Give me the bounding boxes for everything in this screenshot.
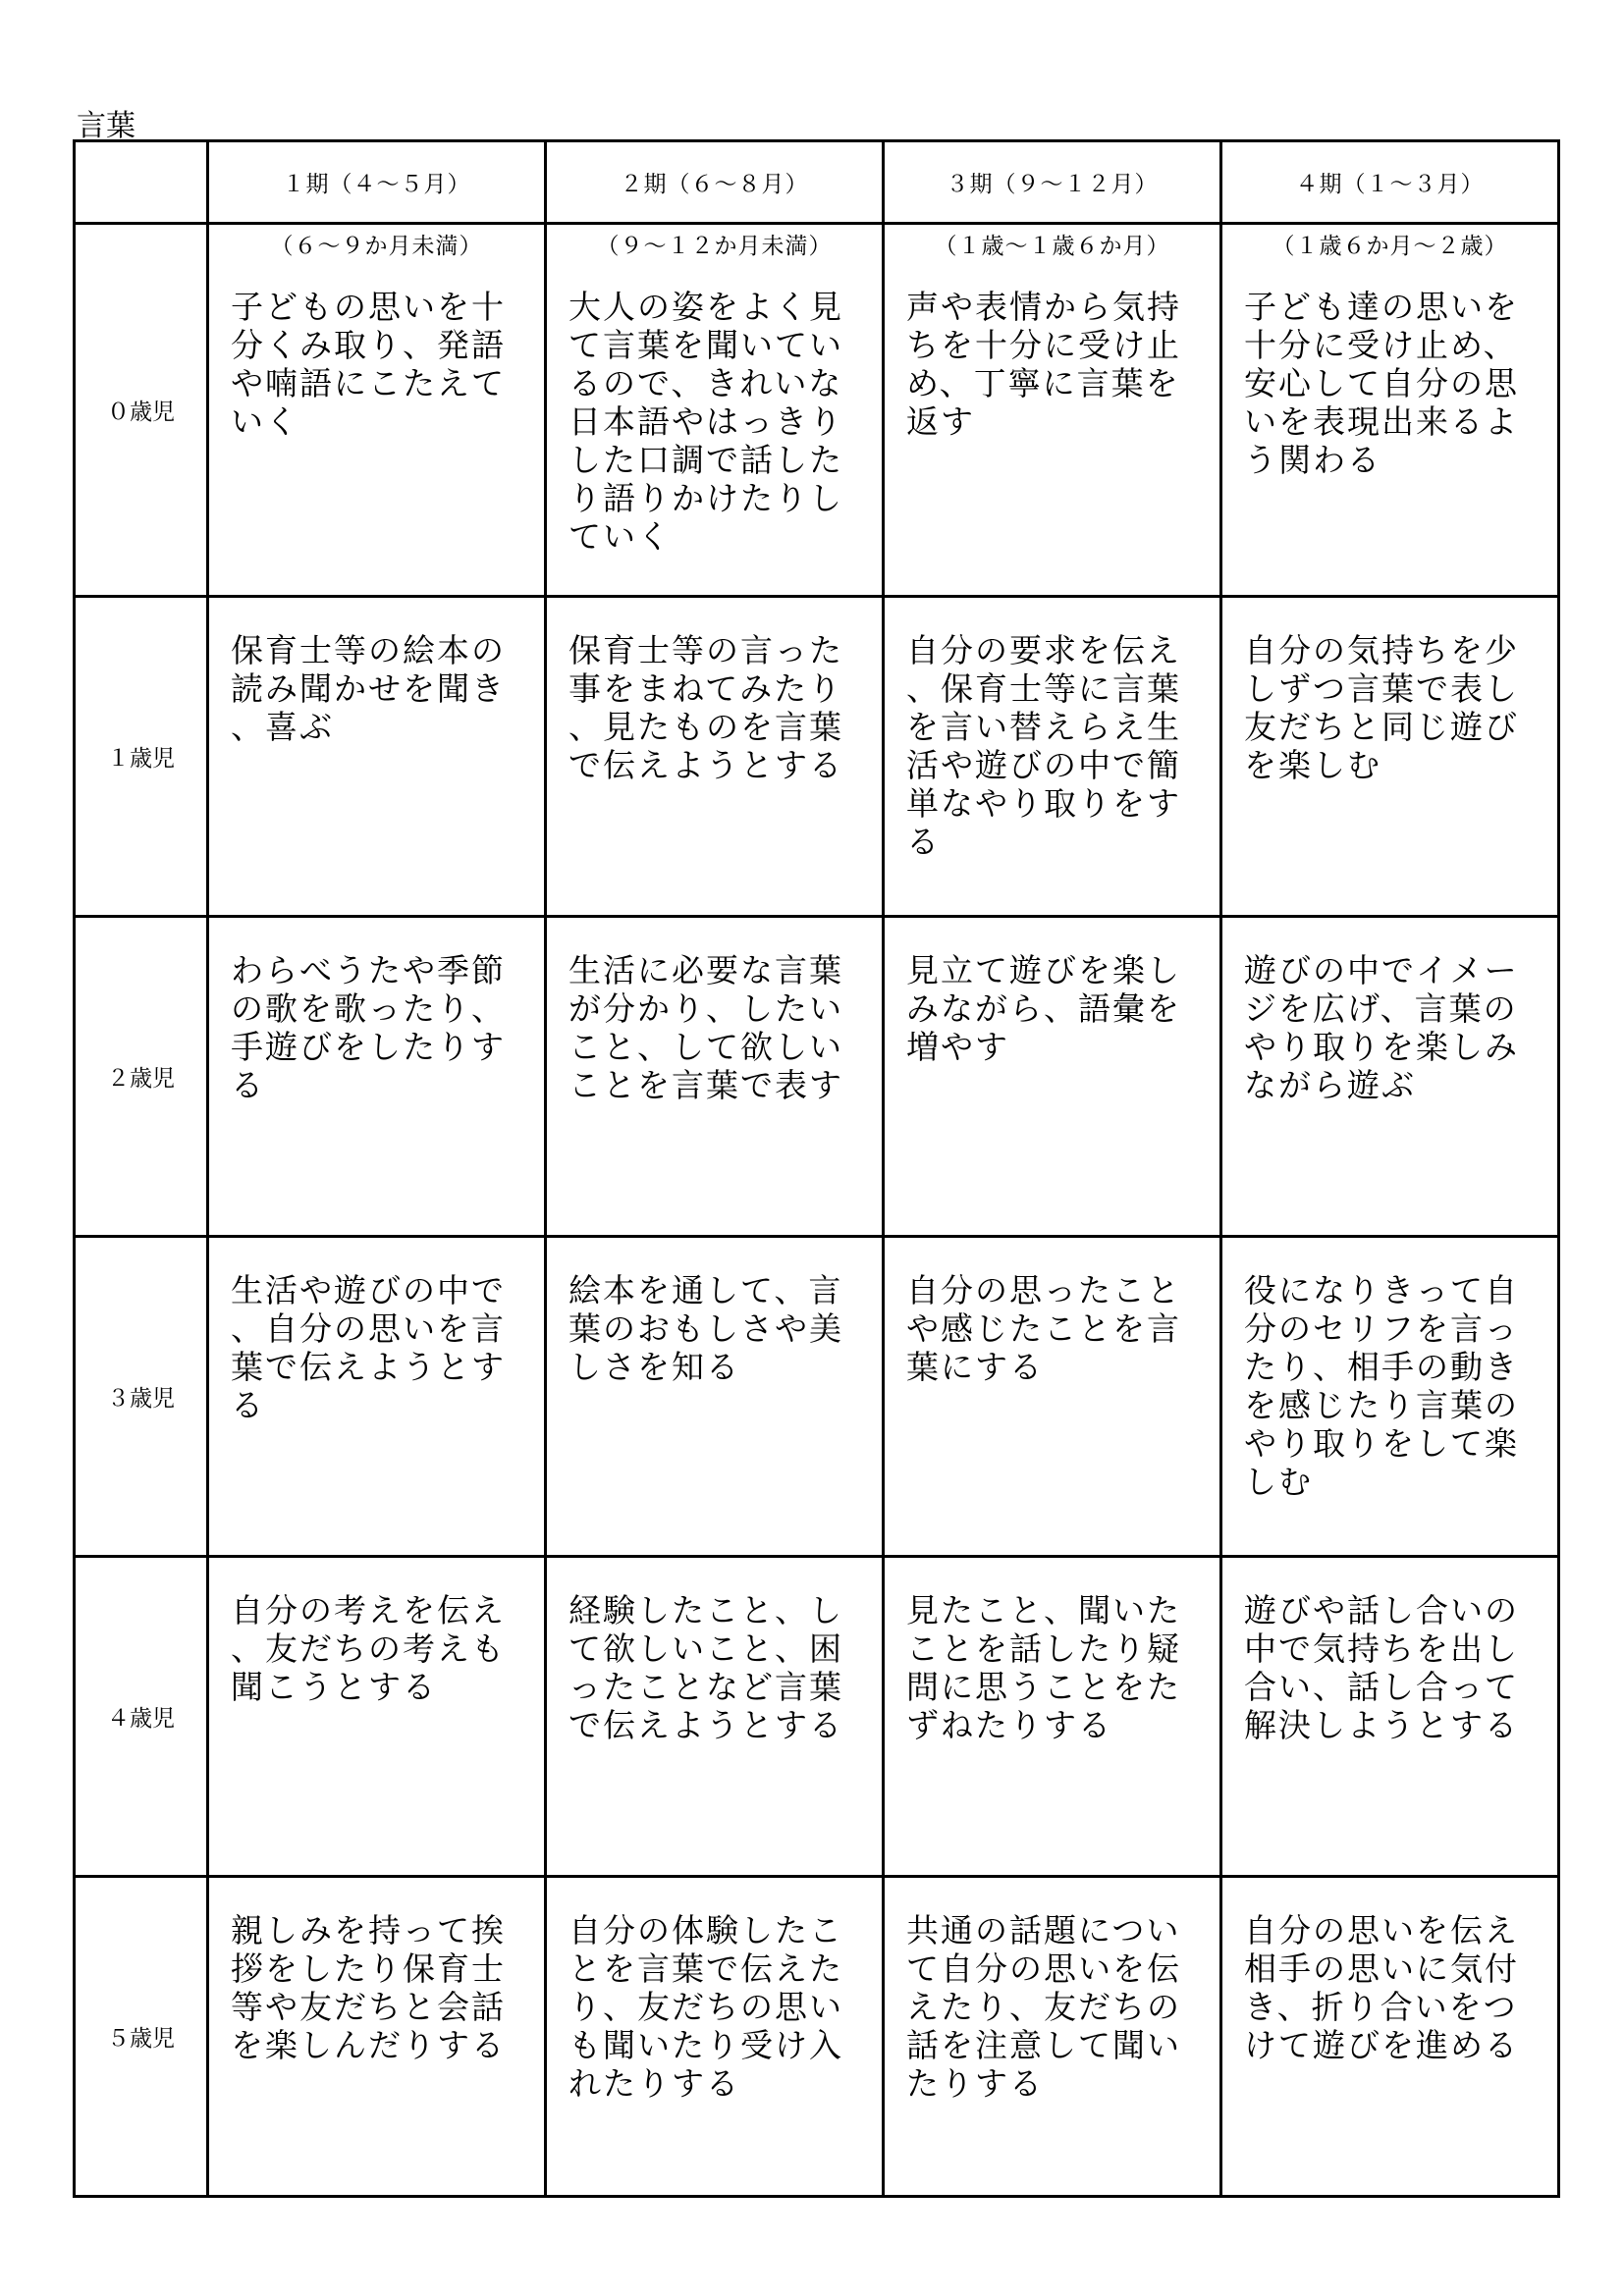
table-row-age5 xyxy=(75,1877,1559,2197)
cell-text: 見たこと、聞いたことを話したり疑問に思うことをたずねたりする xyxy=(906,1591,1181,1744)
table-cell xyxy=(884,917,1221,1237)
page-title: 言葉 xyxy=(77,109,135,143)
cell-text: 保育士等の絵本の読み聞かせを聞き、喜ぶ xyxy=(231,631,506,746)
cell-text: 自分の要求を伝え、保育士等に言葉を言い替えらえ生活や遊びの中で簡単なやり取りをする xyxy=(906,631,1181,861)
table-row-age1 xyxy=(75,597,1559,917)
table-cell xyxy=(546,1237,884,1557)
table-cell xyxy=(208,917,546,1237)
corner-cell xyxy=(75,141,208,224)
age-range-note: （１歳～１歳６か月） xyxy=(934,234,1170,259)
age-label: ４歳児 xyxy=(75,1557,208,1877)
age-label: １歳児 xyxy=(75,597,208,917)
language-plan-table xyxy=(73,139,1560,2198)
cell-text: 見立て遊びを楽しみながら、語彙を増やす xyxy=(906,951,1181,1066)
table-cell xyxy=(546,224,884,597)
table-cell xyxy=(1221,1877,1559,2197)
age-range-note: （６～９か月未満） xyxy=(270,234,483,259)
cell-text: 子ども達の思いを十分に受け止め、安心して自分の思いを表現出来るよう関わる xyxy=(1244,288,1519,479)
cell-text: 共通の話題について自分の思いを伝えたり、友だちの話を注意して聞いたりする xyxy=(906,1911,1181,2103)
table-cell xyxy=(208,1877,546,2197)
table-cell xyxy=(1221,1237,1559,1557)
table-cell xyxy=(546,597,884,917)
header-row xyxy=(75,141,1559,224)
table-row-age0 xyxy=(75,224,1559,597)
cell-text: 保育士等の言った事をまねてみたり、見たものを言葉で伝えようとする xyxy=(568,631,843,784)
period-2-header: ２期（６～８月） xyxy=(546,141,884,224)
cell-text: 生活に必要な言葉が分かり、したいこと、して欲しいことを言葉で表す xyxy=(568,951,843,1104)
table-cell xyxy=(1221,224,1559,597)
age-label: ３歳児 xyxy=(75,1237,208,1557)
cell-text: 絵本を通して、言葉のおもしさや美しさを知る xyxy=(568,1271,843,1386)
table-cell xyxy=(884,597,1221,917)
table-cell xyxy=(546,1557,884,1877)
table-cell xyxy=(208,1237,546,1557)
period-1-header: １期（４～５月） xyxy=(208,141,546,224)
cell-text: 生活や遊びの中で、自分の思いを言葉で伝えようとする xyxy=(231,1271,506,1424)
cell-text: 役になりきって自分のセリフを言ったり、相手の動きを感じたり言葉のやり取りをして楽しむ xyxy=(1244,1271,1519,1501)
cell-text: 親しみを持って挨拶をしたり保育士等や友だちと会話を楽しんだりする xyxy=(231,1911,506,2064)
table-cell xyxy=(1221,597,1559,917)
cell-text: 自分の考えを伝え、友だちの考えも聞こうとする xyxy=(231,1591,506,1706)
age-range-note: （９～１２か月未満） xyxy=(596,234,833,259)
table-cell xyxy=(1221,1557,1559,1877)
table-cell xyxy=(884,1877,1221,2197)
cell-text: 自分の体験したことを言葉で伝えたり、友だちの思いも聞いたり受け入れたりする xyxy=(568,1911,843,2103)
cell-text: 遊びや話し合いの中で気持ちを出し合い、話し合って解決しようとする xyxy=(1244,1591,1519,1744)
period-4-header: ４期（１～３月） xyxy=(1221,141,1559,224)
cell-text: 声や表情から気持ちを十分に受け止め、丁寧に言葉を返す xyxy=(906,288,1181,441)
cell-text: 自分の思ったことや感じたことを言葉にする xyxy=(906,1271,1181,1386)
table-cell xyxy=(884,1557,1221,1877)
table-cell xyxy=(546,917,884,1237)
age-label: ２歳児 xyxy=(75,917,208,1237)
cell-text: 子どもの思いを十分くみ取り、発語や喃語にこたえていく xyxy=(231,288,506,441)
table-row-age3 xyxy=(75,1237,1559,1557)
table-cell xyxy=(884,224,1221,597)
age-label: ５歳児 xyxy=(75,1877,208,2197)
cell-text: 自分の思いを伝え相手の思いに気付き、折り合いをつけて遊びを進める xyxy=(1244,1911,1519,2064)
cell-text: 大人の姿をよく見て言葉を聞いているので、きれいな日本語やはっきりした口調で話したり語りかけたりしていく xyxy=(568,288,843,556)
table-cell xyxy=(208,1557,546,1877)
table-cell xyxy=(546,1877,884,2197)
table-cell xyxy=(1221,917,1559,1237)
age-label: ０歳児 xyxy=(75,224,208,597)
cell-text: 自分の気持ちを少しずつ言葉で表し友だちと同じ遊びを楽しむ xyxy=(1244,631,1519,784)
table-row-age2 xyxy=(75,917,1559,1237)
period-3-header: ３期（９～１２月） xyxy=(884,141,1221,224)
table-cell xyxy=(208,597,546,917)
cell-text: 遊びの中でイメージを広げ、言葉のやり取りを楽しみながら遊ぶ xyxy=(1244,951,1519,1104)
table-cell xyxy=(208,224,546,597)
table-row-age4 xyxy=(75,1557,1559,1877)
table-cell xyxy=(884,1237,1221,1557)
cell-text: 経験したこと、して欲しいこと、困ったことなど言葉で伝えようとする xyxy=(568,1591,843,1744)
cell-text: わらべうたや季節の歌を歌ったり、手遊びをしたりする xyxy=(231,951,506,1104)
age-range-note: （１歳６か月～２歳） xyxy=(1272,234,1508,259)
